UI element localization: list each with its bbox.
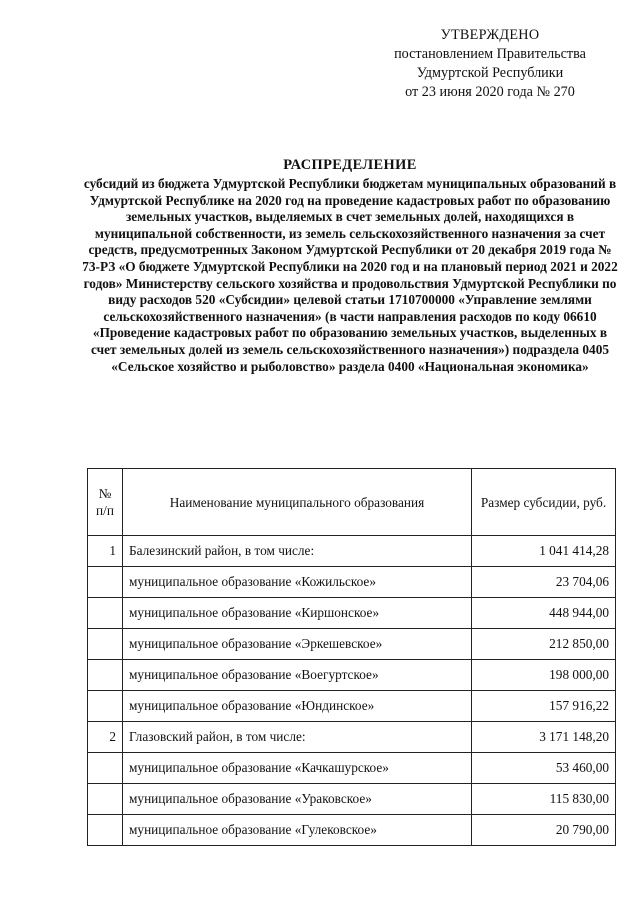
row-num (88, 598, 123, 629)
row-name: муниципальное образование «Ураковское» (123, 784, 472, 815)
row-name: муниципальное образование «Воегуртское» (123, 660, 472, 691)
row-num (88, 567, 123, 598)
row-amount: 157 916,22 (472, 691, 616, 722)
row-num (88, 784, 123, 815)
row-num (88, 629, 123, 660)
header-amount: Размер субсидии, руб. (472, 469, 616, 536)
approval-line-2: Удмуртской Республики (416, 65, 564, 81)
row-num: 2 (88, 722, 123, 753)
document-subtitle: субсидий из бюджета Удмуртской Республики бюджетам муниципальных образований в Удмуртской Республике на 2020 год на проведение кадастровых работ по образованию земельных участков, выделяемых в счет земельных долей, находящихся в муниципальной собственности, из земель сельскохозяйственного назначения за счет средств, предусмотренных Законом Удмуртской Республики от 20 декабря 2019 года № 73-РЗ «О бюджете Удмуртской Республики на 2020 год и на плановый период 2021 и 2022 годов» Министерству сельского хозяйства и продовольствия Удмуртской Республики по виду расходов 520 «Субсидии» целевой статьи 1710700000 «Управление землями сельскохозяйственного назначения» (в части направления расходов по коду 06610 «Проведение кадастровых работ по образованию земельных участков, выделенных в счет земельных долей из земель сельскохозяйственного назначения») подраздела 0405 «Сельское хозяйство и рыболовство» раздела 0400 «Национальная экономика» (82, 176, 618, 374)
row-amount: 23 704,06 (472, 567, 616, 598)
row-name: Глазовский район, в том числе: (123, 722, 472, 753)
table-row (88, 629, 616, 660)
document-title: РАСПРЕДЕЛЕНИЕ (283, 157, 417, 173)
row-num (88, 815, 123, 846)
table-row (88, 567, 616, 598)
row-num (88, 691, 123, 722)
row-amount: 212 850,00 (472, 629, 616, 660)
header-name: Наименование муниципального образования (123, 469, 472, 536)
table-row (88, 753, 616, 784)
table-row (88, 691, 616, 722)
subsidies-table (87, 468, 616, 846)
table-row (88, 536, 616, 567)
row-name: муниципальное образование «Кожильское» (123, 567, 472, 598)
table-row (88, 660, 616, 691)
row-amount: 20 790,00 (472, 815, 616, 846)
table-row (88, 815, 616, 846)
row-amount: 448 944,00 (472, 598, 616, 629)
row-name: муниципальное образование «Качкашурское» (123, 753, 472, 784)
row-num (88, 660, 123, 691)
row-amount: 198 000,00 (472, 660, 616, 691)
row-name: Балезинский район, в том числе: (123, 536, 472, 567)
table-row (88, 598, 616, 629)
row-name: муниципальное образование «Киршонское» (123, 598, 472, 629)
approval-title: УТВЕРЖДЕНО (440, 27, 540, 43)
table-row (88, 722, 616, 753)
approval-stamp (360, 26, 620, 102)
row-num: 1 (88, 536, 123, 567)
table-header-row (88, 469, 616, 536)
row-name: муниципальное образование «Гулековское» (123, 815, 472, 846)
table-row (88, 784, 616, 815)
row-name: муниципальное образование «Юндинское» (123, 691, 472, 722)
row-amount: 3 171 148,20 (472, 722, 616, 753)
approval-line-1: постановлением Правительства (394, 46, 586, 62)
row-amount: 1 041 414,28 (472, 536, 616, 567)
row-amount: 115 830,00 (472, 784, 616, 815)
row-amount: 53 460,00 (472, 753, 616, 784)
row-num (88, 753, 123, 784)
approval-line-3: от 23 июня 2020 года № 270 (405, 84, 575, 100)
header-num: № п/п (88, 469, 123, 536)
row-name: муниципальное образование «Эркешевское» (123, 629, 472, 660)
